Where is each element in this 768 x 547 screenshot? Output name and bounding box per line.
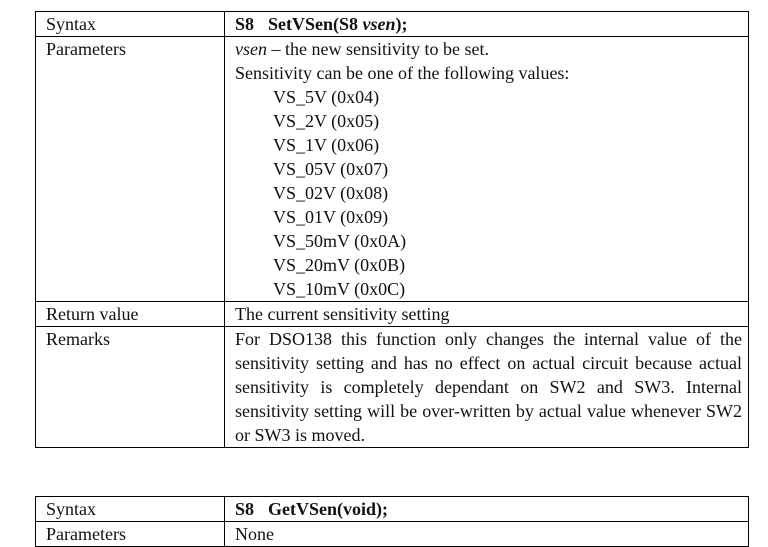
return-value-text: The current sensitivity setting bbox=[225, 302, 749, 327]
parameters-row bbox=[36, 37, 749, 302]
list-item: VS_5V (0x04) bbox=[273, 87, 380, 107]
parameters-value bbox=[225, 37, 749, 302]
list-item: VS_10mV (0x0C) bbox=[273, 279, 406, 299]
function-signature-close: ); bbox=[395, 14, 408, 34]
return-type: S8 bbox=[235, 14, 255, 34]
syntax-label: Syntax bbox=[36, 12, 225, 37]
list-item: VS_1V (0x06) bbox=[273, 135, 380, 155]
parameters-value: None bbox=[225, 522, 749, 547]
parameters-label: Parameters bbox=[36, 37, 225, 302]
sensitivity-values-list bbox=[235, 85, 742, 301]
parameter-name: vsen bbox=[235, 39, 267, 59]
list-item: VS_02V (0x08) bbox=[273, 183, 389, 203]
values-intro: Sensitivity can be one of the following values: bbox=[235, 63, 570, 83]
parameters-label: Parameters bbox=[36, 522, 225, 547]
remarks-row bbox=[36, 327, 749, 448]
list-item: VS_2V (0x05) bbox=[273, 111, 380, 131]
syntax-row bbox=[36, 497, 749, 522]
parameter-description bbox=[235, 37, 742, 61]
parameter-desc-text: – the new sensitivity to be set. bbox=[266, 39, 489, 59]
parameters-row bbox=[36, 522, 749, 547]
function-signature-open: SetVSen(S8 bbox=[268, 14, 363, 34]
return-value-label: Return value bbox=[36, 302, 225, 327]
return-value-row bbox=[36, 302, 749, 327]
function-argument: vsen bbox=[362, 14, 396, 34]
list-item: VS_20mV (0x0B) bbox=[273, 255, 406, 275]
remarks-text: For DSO138 this function only changes the internal value of the sensitivity setting and has no effect on actual circuit because actual sensitivity is completely dependant on SW2 and SW3. Internal sensitivity setting will be over-written by actual value whenever SW2 or SW3 is moved. bbox=[225, 327, 749, 448]
syntax-value bbox=[225, 497, 749, 522]
setvsen-table bbox=[35, 11, 749, 448]
function-signature: GetVSen(void); bbox=[268, 499, 389, 519]
syntax-label: Syntax bbox=[36, 497, 225, 522]
syntax-row bbox=[36, 12, 749, 37]
list-item: VS_01V (0x09) bbox=[273, 207, 389, 227]
getvsen-table bbox=[35, 496, 749, 547]
list-item: VS_50mV (0x0A) bbox=[273, 231, 407, 251]
remarks-label: Remarks bbox=[36, 327, 225, 448]
return-type: S8 bbox=[235, 499, 255, 519]
list-item: VS_05V (0x07) bbox=[273, 159, 389, 179]
syntax-value bbox=[225, 12, 749, 37]
